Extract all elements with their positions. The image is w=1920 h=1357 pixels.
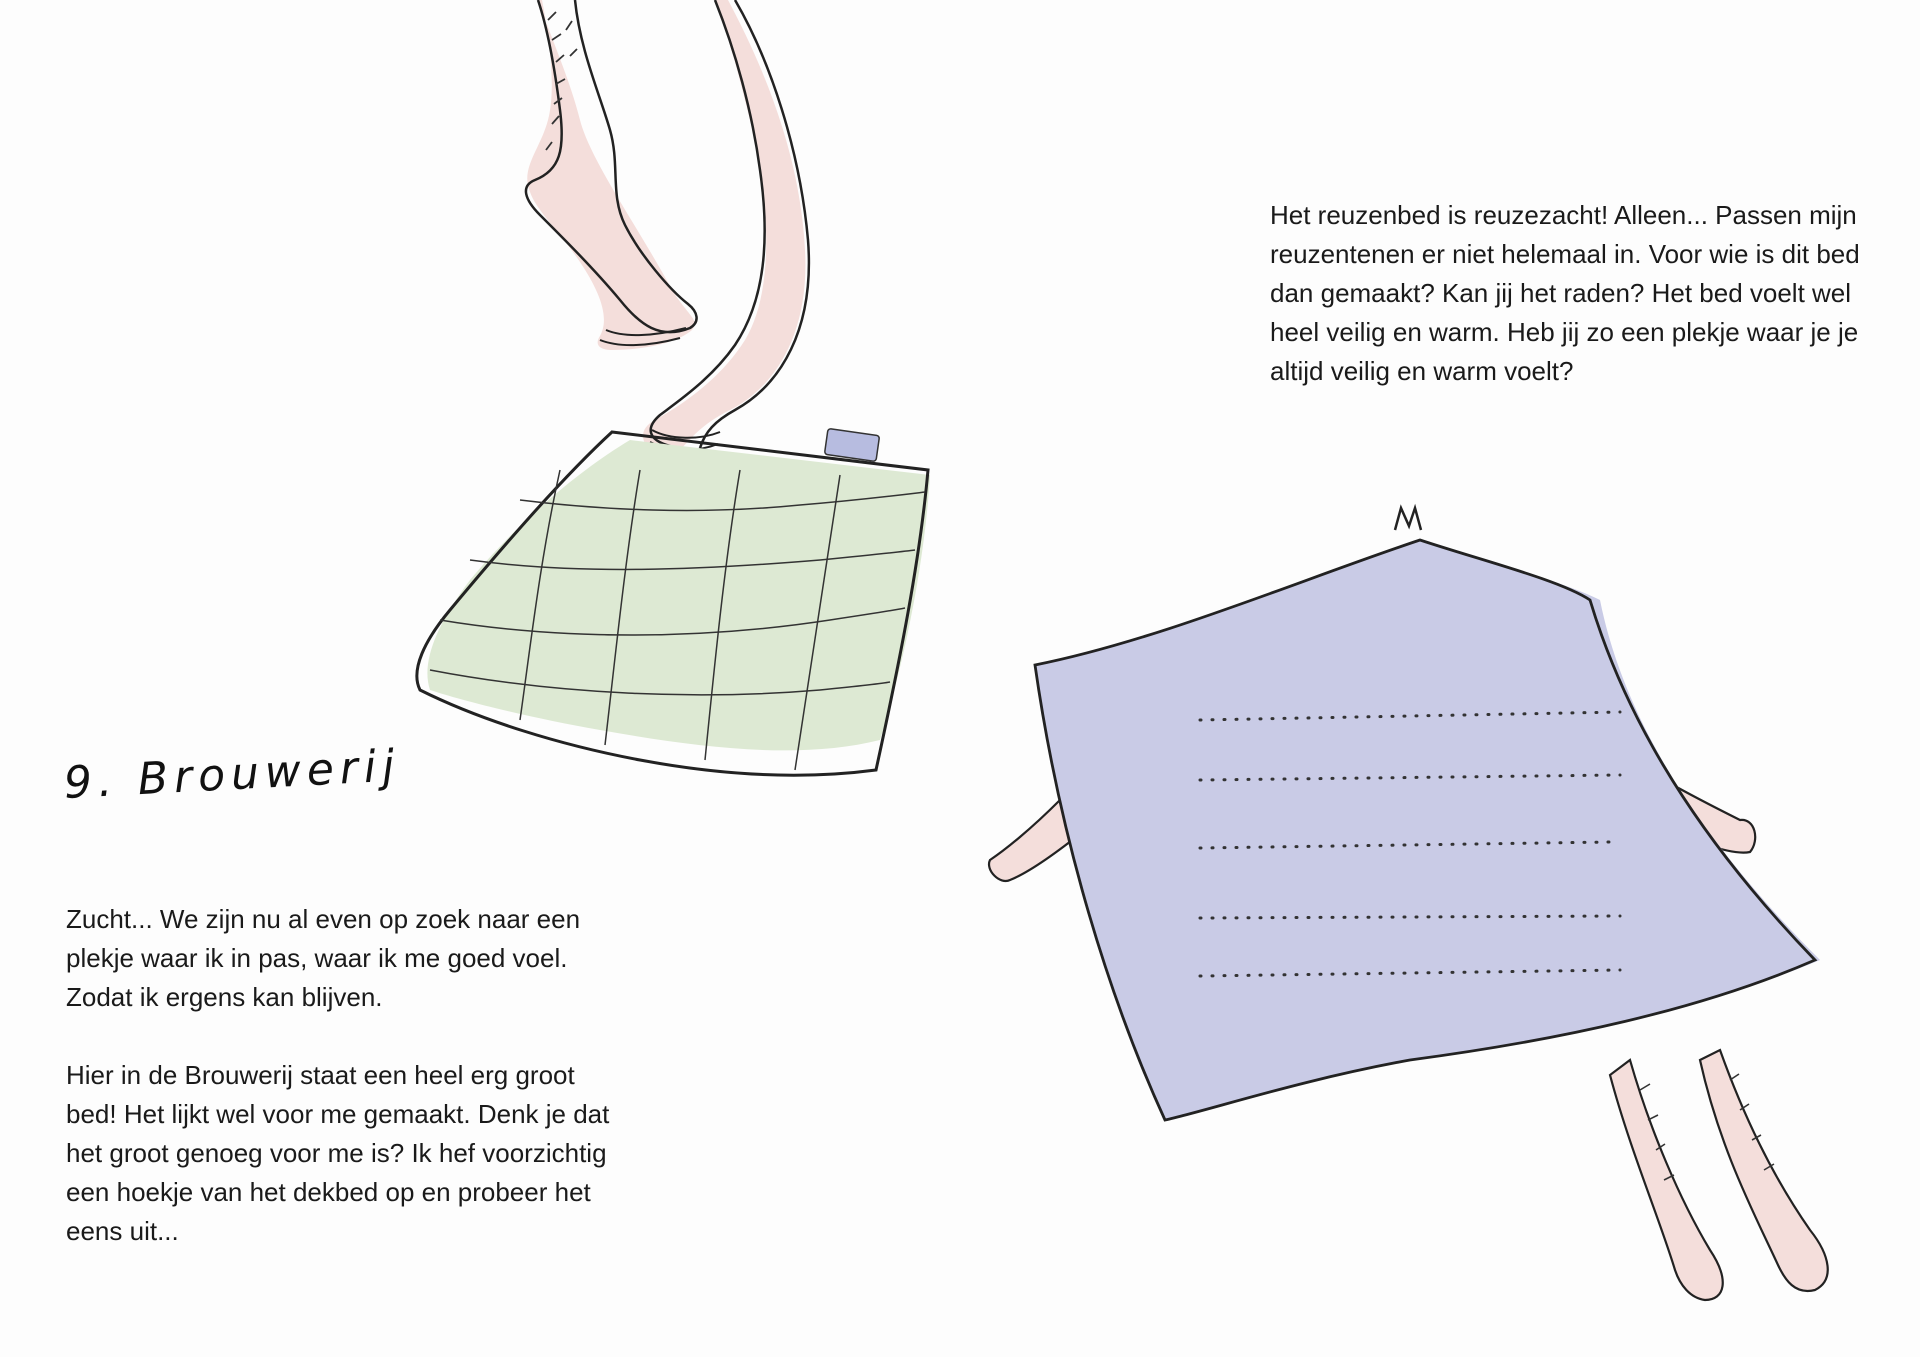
story-text-left bbox=[66, 900, 626, 1251]
story-paragraph: Zucht... We zijn nu al even op zoek naar een plekje waar ik in pas, waar ik me goed voel. Zodat ik ergens kan blijven. bbox=[66, 904, 581, 1012]
giant-leg-illustration bbox=[526, 0, 809, 460]
story-paragraph: Het reuzenbed is reuzezacht! Alleen... Passen mijn reuzentenen er niet helemaal in. Voor wie is dit bed dan gemaakt? Kan jij het raden? Het bed voelt wel heel veilig en warm. Heb jij zo een plekje waar je je altijd veilig en warm voelt? bbox=[1270, 200, 1860, 386]
story-paragraph: Hier in de Brouwerij staat een heel erg groot bed! Het lijkt wel voor me gemaakt. Denk je dat het groot genoeg voor me is? Ik hef voorzichtig een hoekje van het dekbed op en probeer het eens uit... bbox=[66, 1060, 610, 1246]
duvet-figure-illustration bbox=[989, 508, 1828, 1300]
story-text-right bbox=[1270, 196, 1870, 391]
chapter-title: 9. Brouwerij bbox=[62, 740, 402, 809]
green-quilt-illustration bbox=[417, 429, 930, 776]
